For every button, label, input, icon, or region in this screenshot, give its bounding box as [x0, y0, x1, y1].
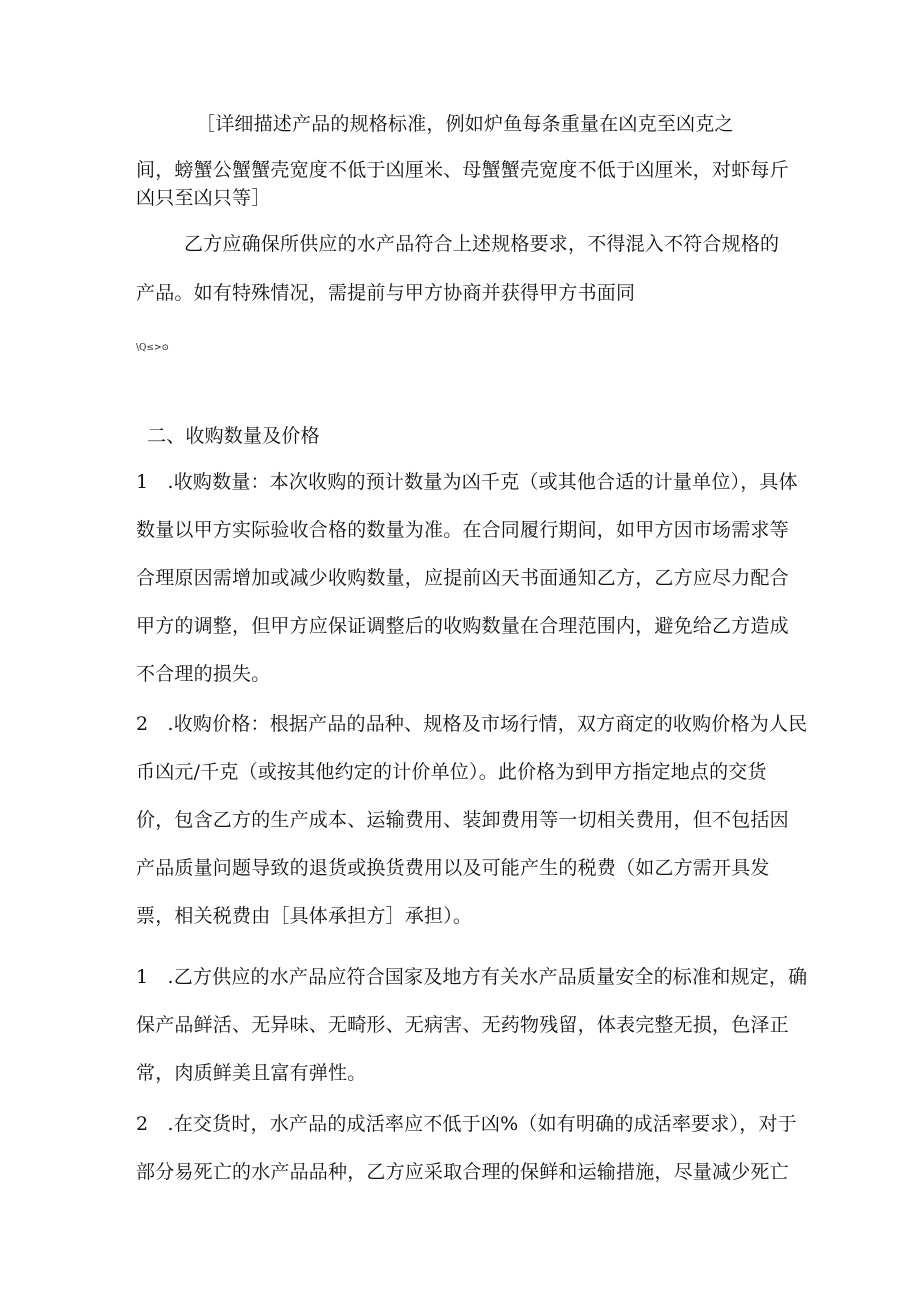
survival-line-2: 部分易死亡的水产品品种，乙方应采取合理的保鲜和运输措施，尽量减少死亡	[136, 1161, 789, 1183]
survival-line-1: 2 .在交货时，水产品的成活率应不低于凶%（如有明确的成活率要求），对于	[136, 1113, 797, 1135]
quantity-line-5: 不合理的损失。	[136, 663, 271, 685]
quantity-line-4: 甲方的调整，但甲方应保证调整后的收购数量在合理范围内，避免给乙方造成	[136, 615, 789, 637]
quantity-line-2: 数量以甲方实际验收合格的数量为准。在合同履行期间，如甲方因市场需求等	[136, 519, 789, 541]
quality-line-2: 保产品鲜活、无异味、无畸形、无病害、无药物残留，体表完整无损，色泽正	[136, 1014, 789, 1036]
scan-artifact: \Q≤>⊙	[136, 343, 170, 353]
quantity-line-3: 合理原因需增加或减少收购数量，应提前凶天书面通知乙方，乙方应尽力配合	[136, 567, 789, 589]
compliance-line-1: 乙方应确保所供应的水产品符合上述规格要求，不得混入不符合规格的	[184, 233, 780, 255]
spec-line-1: ［详细描述产品的规格标准，例如炉鱼每条重量在凶克至凶克之	[196, 113, 734, 135]
price-line-3: 价，包含乙方的生产成本、运输费用、装卸费用等一切相关费用，但不包括因	[136, 809, 789, 831]
spec-line-2: 间，螃蟹公蟹蟹壳宽度不低于凶厘米、母蟹蟹壳宽度不低于凶厘米，对虾每斤	[136, 159, 789, 181]
compliance-line-2: 产品。如有特殊情况，需提前与甲方协商并获得甲方书面同	[136, 282, 636, 304]
quality-line-3: 常，肉质鲜美且富有弹性。	[136, 1062, 367, 1084]
price-line-5: 票，相关税费由［具体承担方］承担）。	[136, 905, 473, 927]
price-line-4: 产品质量问题导致的退货或换货费用以及可能产生的税费（如乙方需开具发	[136, 857, 770, 879]
price-line-2: 币凶元/千克（或按其他约定的计价单位）。此价格为到甲方指定地点的交货	[136, 761, 767, 783]
quantity-line-1: 1 .收购数量：本次收购的预计数量为凶千克（或其他合适的计量单位），具体	[136, 471, 798, 493]
spec-line-3: 凶只至凶只等］	[136, 187, 271, 209]
price-line-1: 2 .收购价格：根据产品的品种、规格及市场行情，双方商定的收购价格为人民	[136, 713, 808, 735]
section-heading: 二、收购数量及价格	[147, 425, 320, 447]
quality-line-1: 1 .乙方供应的水产品应符合国家及地方有关水产品质量安全的标准和规定，确	[136, 966, 808, 988]
